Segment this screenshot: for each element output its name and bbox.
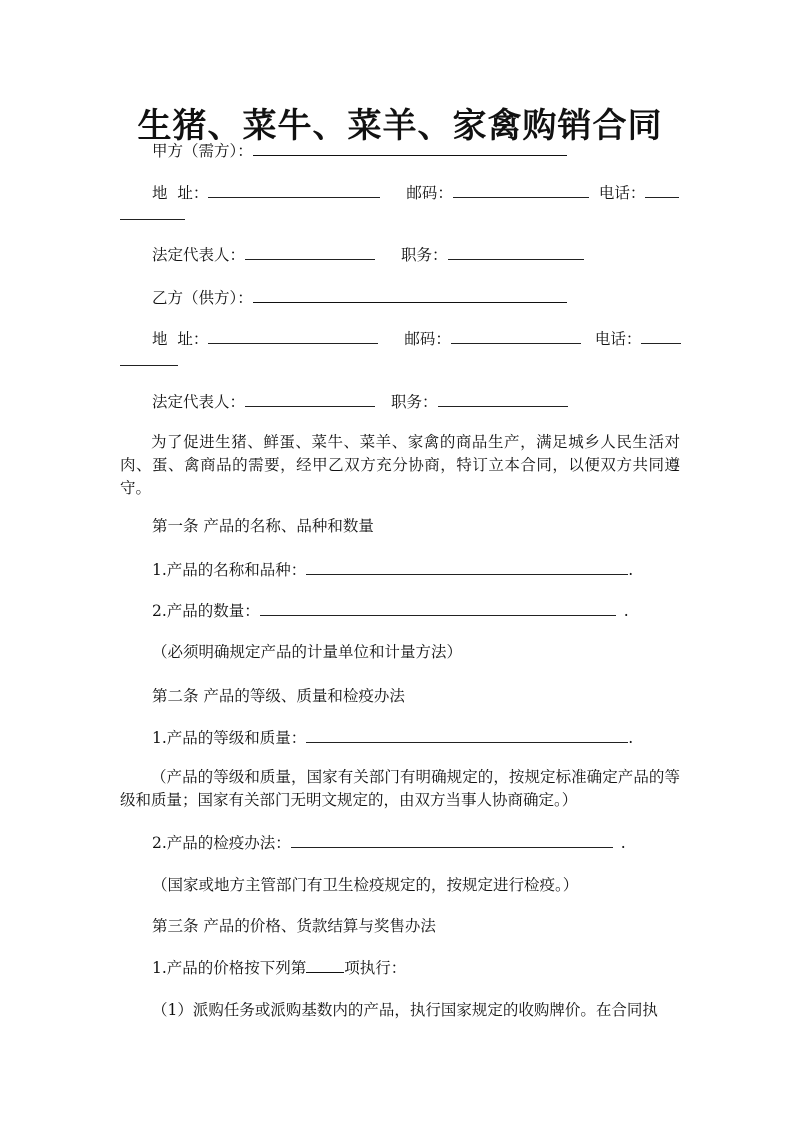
party-b-phone-blank[interactable] [641,328,681,344]
article-2-item-1 [152,727,633,749]
party-a-phone-label: 电话： [598,184,646,202]
party-b-address-line [152,328,681,350]
party-a-label: 甲方（需方）： [152,142,253,160]
party-b-blank[interactable] [253,287,567,303]
party-a-blank[interactable] [253,140,567,156]
party-b-rep-line [152,391,568,413]
article-2-note-2: （国家或地方主管部门有卫生检疫规定的，按规定进行检疫。） [152,876,579,894]
party-b-position-blank[interactable] [438,391,568,407]
party-b-phone-label: 电话： [594,330,642,348]
party-b-position-label: 职务： [391,393,438,411]
party-a-address-blank[interactable] [208,182,380,198]
party-b-rep-label: 法定代表人： [152,393,246,411]
party-a-phone-blank-continued[interactable] [120,219,185,220]
party-b-label: 乙方（供方）： [152,289,253,307]
article-1-item-1-period: . [628,561,634,579]
article-3-heading: 第三条 产品的价格、货款结算与奖售办法 [152,917,436,935]
article-2-item-1-period: . [628,729,634,747]
party-a-rep-blank[interactable] [245,244,375,260]
price-option-blank[interactable] [306,957,344,973]
party-b-line [152,287,567,309]
article-2-item-1-label: 1.产品的等级和质量： [152,729,307,747]
party-a-phone-blank[interactable] [645,182,679,198]
article-1-heading: 第一条 产品的名称、品种和数量 [152,517,374,535]
party-b-phone-blank-continued[interactable] [120,365,178,366]
party-a-position-blank[interactable] [448,244,584,260]
article-1-item-1 [152,559,633,581]
party-b-address-blank[interactable] [208,328,378,344]
article-1-item-1-label: 1.产品的名称和品种： [152,561,307,579]
party-a-address-label: 地 址： [152,184,209,202]
article-3-item-1 [152,957,406,979]
article-2-item-2-label: 2.产品的检疫办法： [152,834,291,852]
inspection-method-blank[interactable] [291,832,613,848]
product-name-blank[interactable] [306,559,628,575]
party-b-postcode-blank[interactable] [451,328,581,344]
article-3-item-1-prefix: 1.产品的价格按下列第 [152,959,307,977]
product-quantity-blank[interactable] [260,600,616,616]
party-a-rep-line [152,244,584,266]
party-a-position-label: 职务： [401,246,448,264]
party-a-postcode-label: 邮码： [406,184,453,202]
article-3-sub-1: （1）派购任务或派购基数内的产品，执行国家规定的收购牌价。在合同执 [152,1001,658,1019]
contract-title: 生猪、菜牛、菜羊、家禽购销合同 [137,106,663,146]
article-1-note: （必须明确规定产品的计量单位和计量方法） [152,643,463,661]
party-a-line [152,140,567,162]
party-b-postcode-label: 邮码： [404,330,451,348]
article-3-item-1-suffix: 项执行： [344,959,407,977]
article-2-heading: 第二条 产品的等级、质量和检疫办法 [152,687,405,705]
article-1-item-2 [152,600,629,622]
party-a-postcode-blank[interactable] [453,182,589,198]
article-2-item-2 [152,832,626,854]
article-2-note-1: （产品的等级和质量，国家有关部门有明确规定的，按规定标准确定产品的等级和质量；国家有关部门无明文规定的，由双方当事人协商确定。） [120,768,680,809]
article-2-item-2-period: . [620,834,626,852]
article-1-item-2-period: . [623,602,629,620]
article-1-item-2-label: 2.产品的数量： [152,602,260,620]
party-b-rep-blank[interactable] [245,391,375,407]
party-a-address-line [152,182,679,204]
party-a-rep-label: 法定代表人： [152,246,246,264]
product-grade-blank[interactable] [306,727,628,743]
preamble: 为了促进生猪、鲜蛋、菜牛、菜羊、家禽的商品生产，满足城乡人民生活对肉、蛋、禽商品的需要，经甲乙双方充分协商，特订立本合同，以便双方共同遵守。 [120,433,680,497]
party-b-address-label: 地 址： [152,330,209,348]
